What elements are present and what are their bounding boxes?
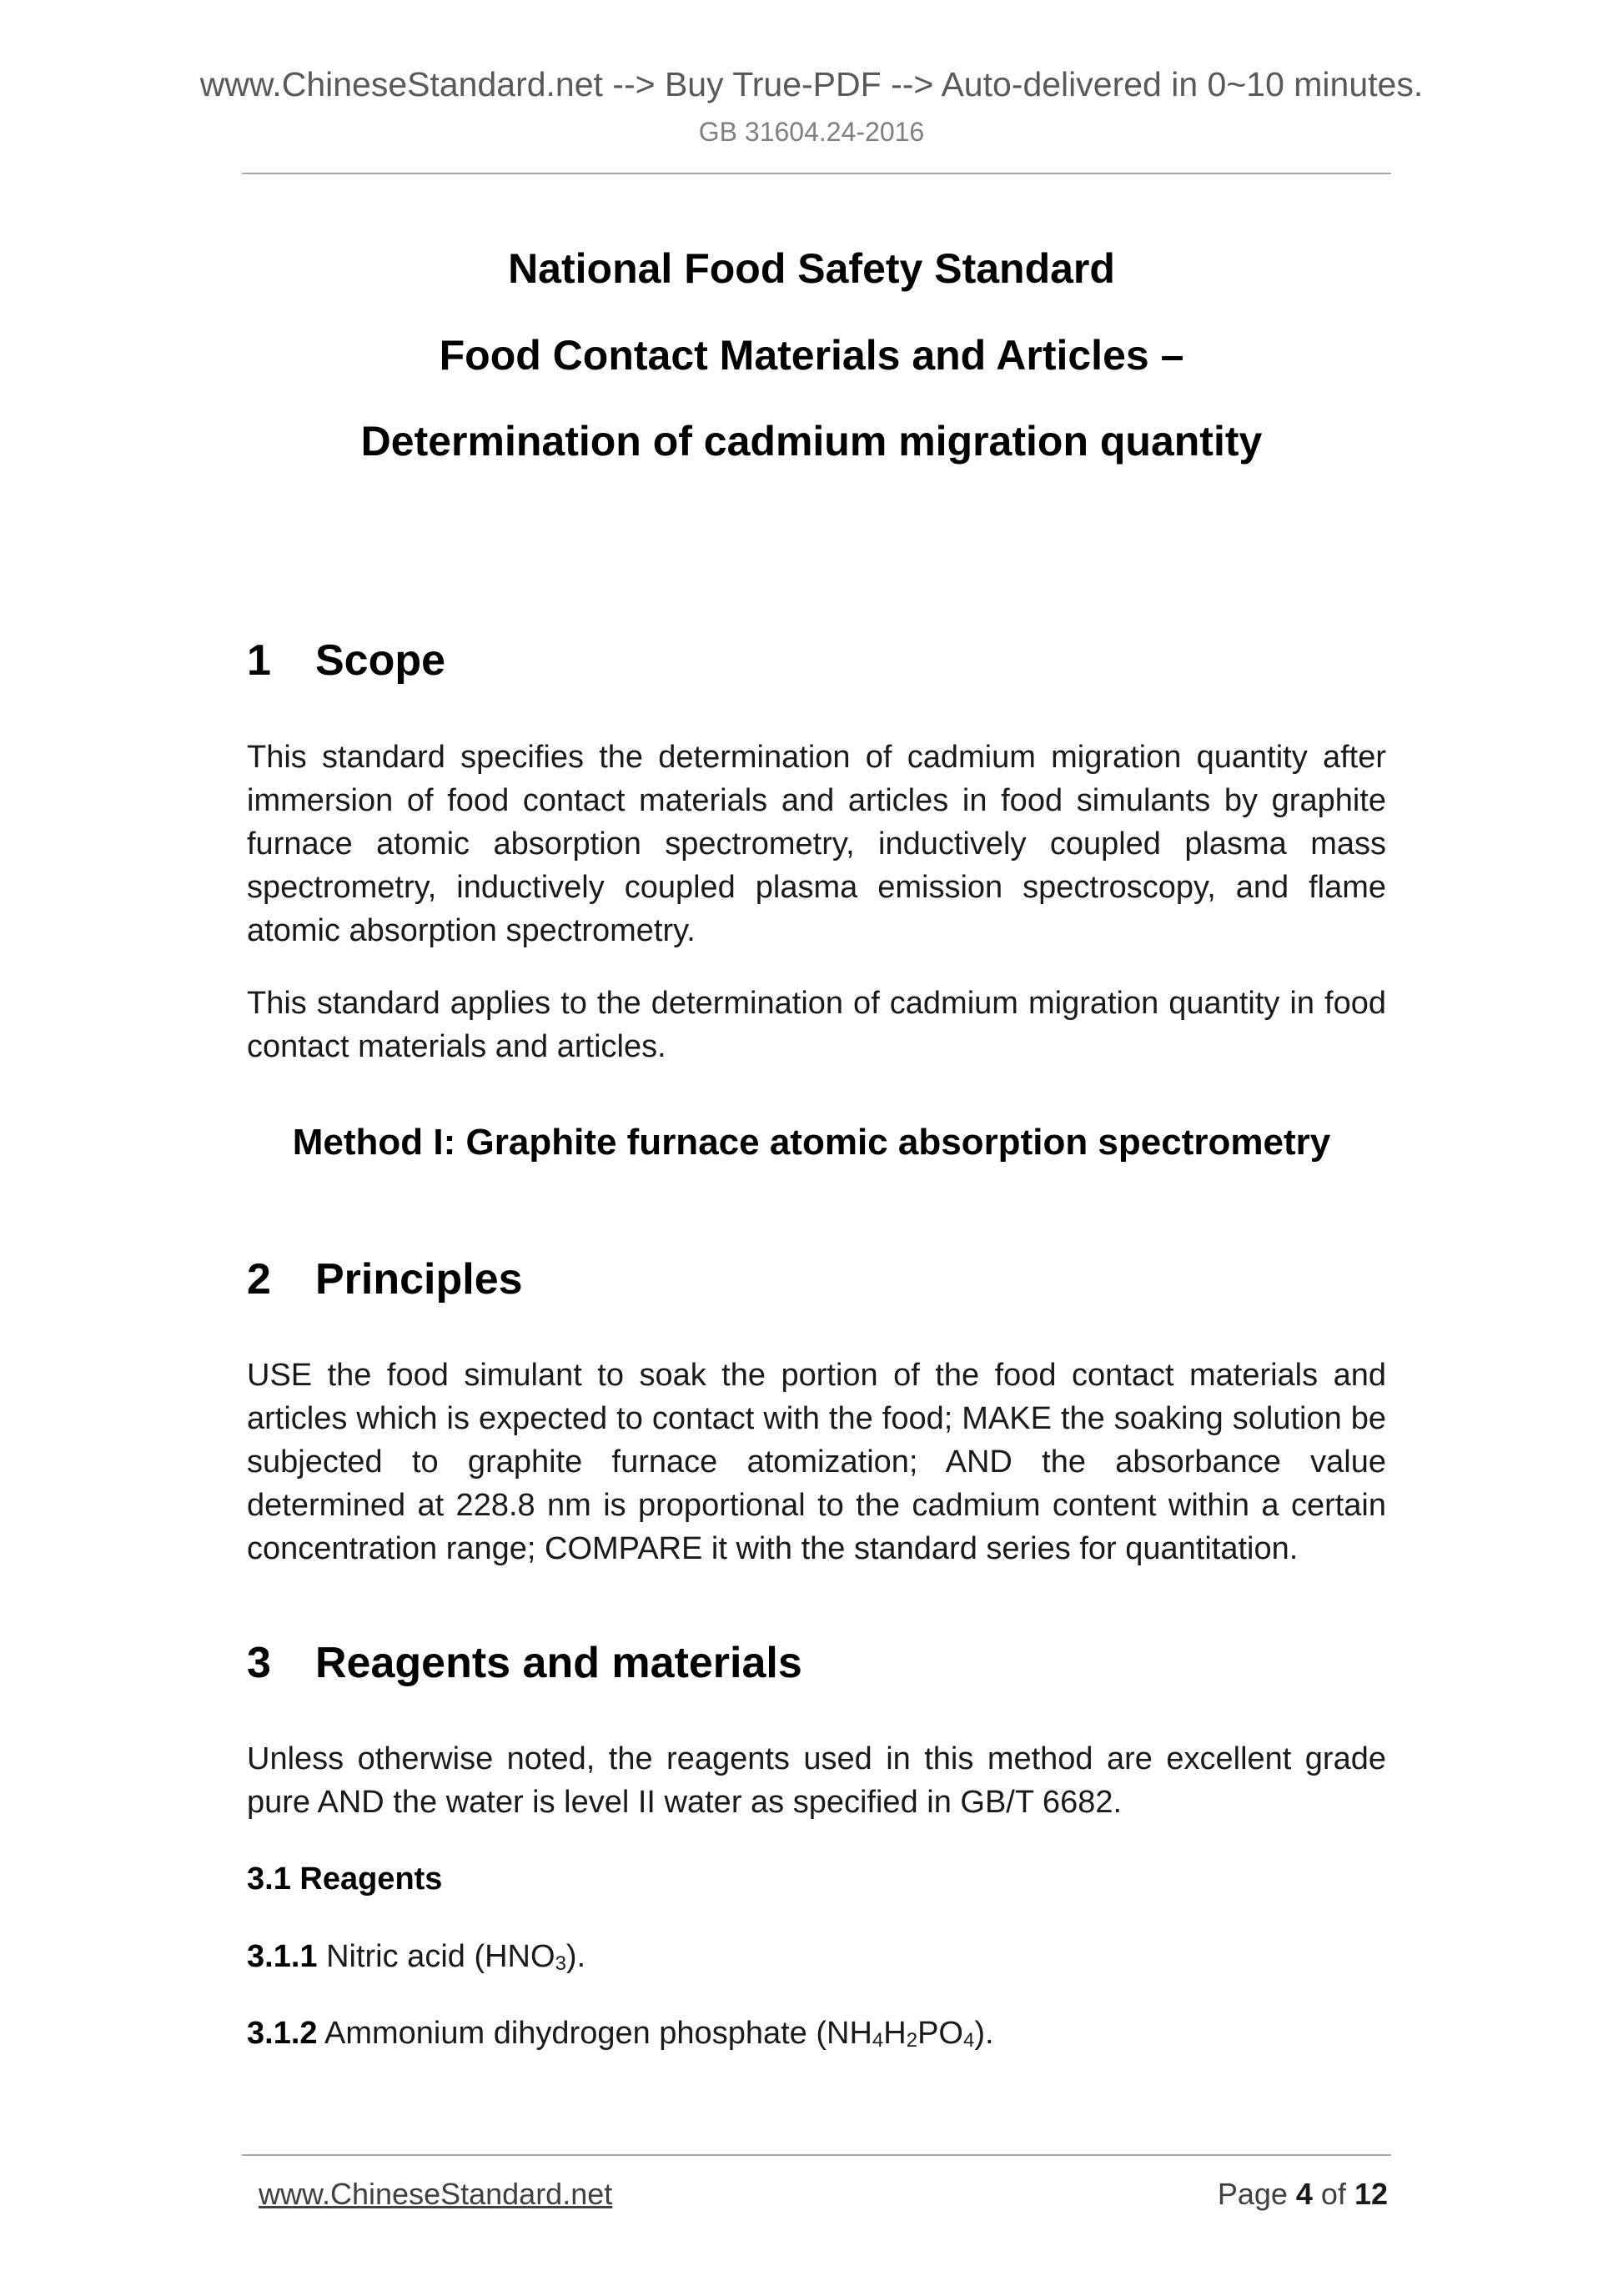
subscript: 2 [906,2029,918,2052]
section-heading-reagents [247,1638,802,1688]
title-line-1: National Food Safety Standard [508,245,1115,292]
section-title: Principles [315,1255,523,1304]
subscript: 3 [555,1952,566,1975]
section-number: 1 [247,636,271,685]
subsection-heading-reagents: 3.1 Reagents [247,1861,443,1897]
reagent-item-ammonium-phosphate [247,2016,994,2052]
section-number: 3 [247,1639,271,1687]
title-line-2: Food Contact Materials and Articles – [439,332,1184,379]
section-heading-scope [247,636,445,686]
section-number: 2 [247,1255,271,1304]
scope-paragraph-1: This standard specifies the determination of cadmium migration quantity after immersion of food contact materials and articles in food simulants by graphite furnace atomic absorption spectrometry, inductively coupled plasma mass spectrometry, inductively coupled plasma emission spectroscopy, and flame atomic absorption spectrometry. [247,740,1386,948]
item-number: 3.1.1 [247,1939,318,1974]
item-text: ). [974,2016,994,2051]
subscript: 4 [962,2029,975,2052]
item-text: PO [917,2016,963,2051]
footer-divider [242,2154,1391,2156]
title-line-3: Determination of cadmium migration quantity [360,418,1263,465]
item-text: Ammonium dihydrogen phosphate (NH [317,2016,872,2051]
reagent-item-nitric-acid [247,1939,585,1976]
header-banner: www.ChineseStandard.net --> Buy True-PDF --> Auto-delivered in 0~10 minutes. [199,65,1424,103]
header-divider [242,173,1391,174]
reagents-paragraph: Unless otherwise noted, the reagents used in this method are excellent grade pure AND the water is level II water as specified in GB/T 6682. [247,1741,1386,1820]
method-title: Method I: Graphite furnace atomic absorption spectrometry [292,1122,1331,1163]
section-title: Scope [315,636,446,685]
document-code: GB 31604.24-2016 [698,117,925,147]
page-current: 4 [1295,2177,1313,2211]
page-prefix: Page [1217,2177,1296,2211]
section-title: Reagents and materials [315,1639,802,1687]
item-text: ). [565,1939,586,1974]
footer-website-link[interactable]: www.ChineseStandard.net [259,2177,613,2211]
scope-paragraph-2: This standard applies to the determination of cadmium migration quantity in food contact materials and articles. [247,986,1386,1064]
section-heading-principles [247,1254,523,1304]
item-text: H [883,2016,907,2051]
item-text: Nitric acid (HNO [317,1939,555,1974]
page-mid: of [1312,2177,1354,2211]
subscript: 4 [872,2029,884,2052]
item-number: 3.1.2 [247,2016,318,2051]
page-total: 12 [1354,2177,1388,2211]
principles-paragraph: USE the food simulant to soak the portion of the food contact materials and articles which is expected to contact with the food; MAKE the soaking solution be subjected to graphite furnace atomization; AND the absorbance value determined at 228.8 nm is proportional to the cadmium content within a certain concentration range; COMPARE it with the standard series for quantitation. [247,1358,1386,1566]
page-indicator [1218,2177,1388,2212]
